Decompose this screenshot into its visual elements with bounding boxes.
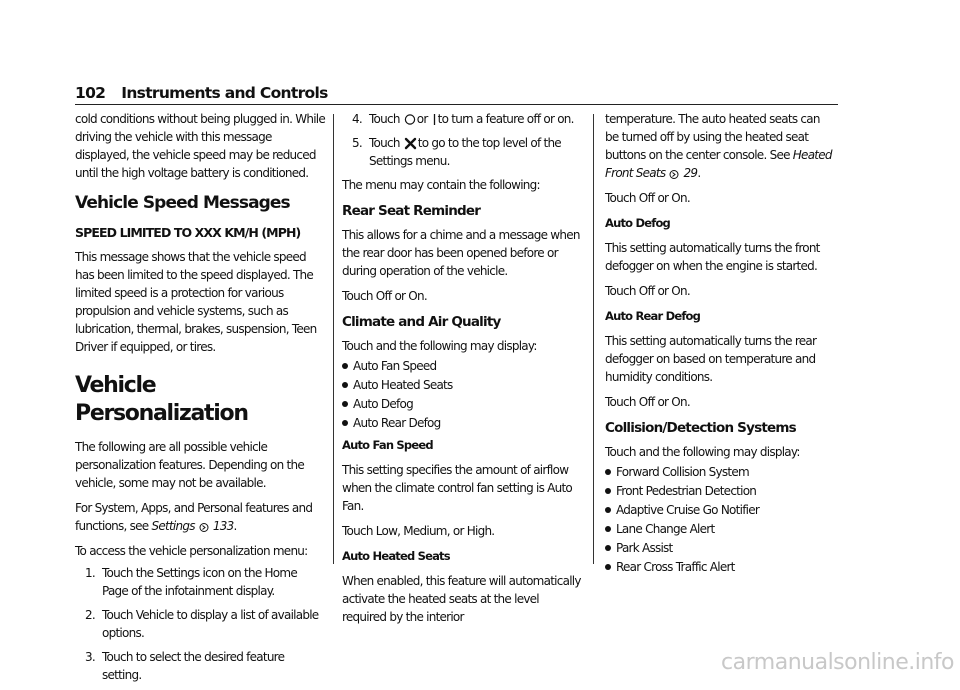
step-text: to go to the top level of the Settings menu. — [369, 136, 561, 168]
header-rule — [75, 104, 838, 105]
climate-list — [342, 357, 582, 432]
bullet-dot-icon — [342, 420, 348, 426]
bullet-dot-icon — [605, 545, 611, 551]
temperature-text: temperature. The auto heated seats can be turned off by using the heated seat buttons on the center console. See — [605, 112, 820, 162]
step-item — [75, 564, 325, 600]
step-item — [342, 134, 582, 170]
list-item — [605, 482, 835, 500]
paragraph-auto-fan: This setting specifies the amount of airflow when the climate control fan setting is Auto Fan. — [342, 463, 573, 513]
step-number: 1. — [85, 566, 95, 580]
list-item — [342, 414, 582, 432]
list-item-text: Auto Fan Speed — [353, 359, 437, 373]
list-item — [342, 376, 582, 394]
list-item-text: Forward Collision System — [616, 465, 749, 479]
heading-climate-air-quality: Climate and Air Quality — [342, 314, 501, 330]
bullet-dot-icon — [605, 488, 611, 494]
heated-front-seats-link[interactable]: Heated Front Seats — [605, 148, 832, 180]
settings-page-link[interactable]: 133 — [212, 519, 234, 533]
list-item-text: Rear Cross Traffic Alert — [616, 560, 735, 574]
paragraph-touch-off-on: Touch Off or On. — [605, 284, 690, 298]
paragraph-collision: Touch and the following may display: — [605, 445, 800, 459]
list-item — [605, 463, 835, 481]
bullet-dot-icon — [342, 401, 348, 407]
list-item — [342, 395, 582, 413]
list-item — [605, 520, 835, 538]
step-text: Touch — [369, 112, 400, 126]
step-text: or — [416, 112, 428, 126]
step-text: Touch — [369, 136, 400, 150]
watermark-url: carmanualsonline.info — [721, 650, 954, 675]
step-item — [75, 606, 325, 642]
page-number: 102 — [75, 84, 106, 102]
label-auto-heated-seats: Auto Heated Seats — [342, 549, 450, 563]
circle-outline-icon — [404, 113, 416, 126]
list-item — [605, 558, 835, 576]
list-item-text: Park Assist — [616, 541, 673, 555]
list-item-text: Auto Defog — [353, 397, 413, 411]
step-number: 4. — [352, 112, 362, 126]
running-header — [75, 84, 328, 102]
step-text: Touch to select the desired feature setting. — [102, 650, 285, 682]
bullet-dot-icon — [605, 507, 611, 513]
steps-list — [75, 564, 325, 684]
bullet-dot-icon — [605, 526, 611, 532]
list-item-text: Adaptive Cruise Go Notifier — [616, 503, 760, 517]
vertical-bar-icon — [432, 113, 437, 126]
paragraph-cold-conditions: cold conditions without being plugged in. While driving the vehicle with this message displayed, the vehicle speed may be reduced until the high voltage battery is conditioned. — [75, 112, 325, 180]
header-title: Instruments and Controls — [121, 84, 328, 102]
paragraph-climate: Touch and the following may display: — [342, 339, 537, 353]
paragraph-rear-seat: This allows for a chime and a message when the rear door has been opened before or during operation of the vehicle. — [342, 228, 580, 278]
steps-list-continued — [342, 110, 582, 170]
bullet-dot-icon — [342, 363, 348, 369]
step-item — [75, 648, 325, 684]
period: . — [697, 166, 701, 180]
list-item-text: Auto Heated Seats — [353, 378, 453, 392]
settings-link[interactable]: Settings — [151, 519, 195, 533]
paragraph-temperature — [605, 110, 835, 182]
label-auto-defog: Auto Defog — [605, 216, 670, 230]
step-number: 3. — [85, 650, 95, 664]
heading-collision-detection: Collision/Detection Systems — [605, 420, 796, 436]
label-auto-fan-speed: Auto Fan Speed — [342, 438, 433, 452]
step-text: to turn a feature off or on. — [437, 112, 574, 126]
list-item — [605, 539, 835, 557]
paragraph-auto-heated: When enabled, this feature will automatically activate the heated seats at the level required by the interior — [342, 574, 581, 624]
heading-vehicle-personalization: Vehicle Personalization — [75, 373, 248, 426]
paragraph-access-menu: To access the vehicle personalization menu: — [75, 544, 308, 558]
collision-list — [605, 463, 835, 576]
paragraph-touch-off-on: Touch Off or On. — [605, 191, 690, 205]
step-text: Touch the Settings icon on the Home Page of the infotainment display. — [102, 566, 297, 598]
heading-speed-limited: SPEED LIMITED TO XXX KM/H (MPH) — [75, 225, 301, 240]
heading-rear-seat-reminder: Rear Seat Reminder — [342, 203, 481, 219]
paragraph-possible-features: The following are all possible vehicle personalization features. Depending on the vehicle, some may not be available. — [75, 440, 304, 490]
list-item-text: Lane Change Alert — [616, 522, 715, 536]
bullet-dot-icon — [342, 382, 348, 388]
step-number: 5. — [352, 136, 362, 150]
system-text: For System, Apps, and Personal features and functions, see — [75, 501, 313, 533]
paragraph-touch-off-on: Touch Off or On. — [342, 289, 427, 303]
list-item — [605, 501, 835, 519]
column-2 — [342, 110, 582, 633]
column-3 — [605, 110, 835, 580]
x-close-icon — [404, 137, 417, 150]
step-item — [342, 110, 582, 128]
step-text: Touch Vehicle to display a list of available options. — [102, 608, 319, 640]
page-ref-arrow-icon — [669, 169, 679, 180]
column-divider-2 — [593, 114, 594, 564]
column-divider-1 — [333, 114, 334, 564]
bullet-dot-icon — [605, 564, 611, 570]
heading-vehicle-speed-messages: Vehicle Speed Messages — [75, 193, 290, 213]
column-1 — [75, 110, 325, 690]
heated-front-seats-page-link[interactable]: 29 — [683, 166, 698, 180]
label-auto-rear-defog: Auto Rear Defog — [605, 309, 701, 323]
paragraph-auto-rear-defog: This setting automatically turns the rear defogger on based on temperature and humidity conditions. — [605, 334, 817, 384]
step-number: 2. — [85, 608, 95, 622]
paragraph-system-apps — [75, 499, 325, 535]
list-item — [342, 357, 582, 375]
bullet-dot-icon — [605, 469, 611, 475]
list-item-text: Auto Rear Defog — [353, 416, 441, 430]
paragraph-menu-contains: The menu may contain the following: — [342, 178, 540, 192]
paragraph-touch-low-medium-high: Touch Low, Medium, or High. — [342, 524, 495, 538]
paragraph-auto-defog: This setting automatically turns the front defogger on when the engine is started. — [605, 241, 820, 273]
page-ref-arrow-icon — [199, 522, 209, 533]
paragraph-touch-off-on: Touch Off or On. — [605, 395, 690, 409]
list-item-text: Front Pedestrian Detection — [616, 484, 757, 498]
period: . — [233, 519, 237, 533]
paragraph-speed-limited: This message shows that the vehicle speed has been limited to the speed displayed. The limited speed is a protection for various propulsion and vehicle systems, such as lubrication, thermal, brakes, suspension, Teen Driver if equipped, or tires. — [75, 250, 317, 354]
